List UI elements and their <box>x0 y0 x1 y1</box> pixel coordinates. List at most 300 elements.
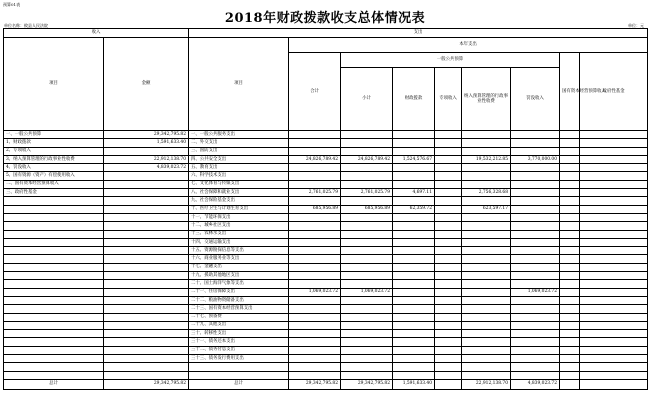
table-cell <box>341 355 393 363</box>
table-cell <box>511 213 560 221</box>
table-cell <box>560 313 580 321</box>
table-cell <box>393 222 435 230</box>
table-cell <box>289 213 341 221</box>
table-cell <box>435 346 462 354</box>
table-cell: 二十一、住房保障支出 <box>189 288 289 296</box>
table-cell <box>511 172 560 180</box>
table-row <box>4 272 648 280</box>
table-cell <box>435 296 462 304</box>
table-cell <box>393 313 435 321</box>
fiscal-appropriation-header: 财政拨款 <box>393 68 435 131</box>
table-cell <box>580 371 648 379</box>
table-cell: 十三、农林水支出 <box>189 230 289 238</box>
table-cell <box>4 313 104 321</box>
table-cell <box>104 305 189 313</box>
table-cell: 5、国有资源（资产）有偿使用收入 <box>4 172 104 180</box>
table-cell <box>4 272 104 280</box>
table-cell <box>104 255 189 263</box>
table-cell <box>104 330 189 338</box>
table-row <box>4 313 648 321</box>
special-income-header: 专项收入 <box>435 68 462 131</box>
table-cell <box>393 338 435 346</box>
table-cell <box>511 371 560 379</box>
table-cell <box>560 330 580 338</box>
table-cell: 十四、交通运输支出 <box>189 238 289 246</box>
table-cell <box>393 280 435 288</box>
table-cell: 二十七、预备费 <box>189 313 289 321</box>
table-cell <box>462 222 511 230</box>
table-cell <box>462 355 511 363</box>
table-cell <box>393 321 435 329</box>
total-cell: 总计 <box>4 379 104 389</box>
table-cell: 一、一般公共预算 <box>4 131 104 139</box>
table-cell <box>580 272 648 280</box>
table-cell <box>104 296 189 304</box>
table-cell <box>341 371 393 379</box>
table-cell <box>289 230 341 238</box>
table-cell <box>511 131 560 139</box>
table-cell <box>511 139 560 147</box>
table-cell <box>560 363 580 371</box>
admin-fee-header: 纳入预算管理的行政事业性收费 <box>462 68 511 131</box>
table-cell <box>580 263 648 271</box>
table-row <box>4 155 648 163</box>
table-cell <box>462 255 511 263</box>
table-cell: 二、国有资本经营预算收入 <box>4 180 104 188</box>
table-cell <box>560 338 580 346</box>
table-cell: 4,697.11 <box>393 189 435 197</box>
table-cell <box>393 296 435 304</box>
table-cell: 三十三、债务发行费用支出 <box>189 355 289 363</box>
table-cell <box>560 222 580 230</box>
table-cell <box>462 280 511 288</box>
table-cell <box>580 338 648 346</box>
table-cell <box>435 164 462 172</box>
table-cell <box>560 164 580 172</box>
table-cell: 五、教育支出 <box>189 164 289 172</box>
budget-table <box>3 28 648 390</box>
table-cell <box>393 363 435 371</box>
table-cell <box>462 288 511 296</box>
table-cell: 1、财政拨款 <box>4 139 104 147</box>
table-cell <box>511 255 560 263</box>
table-cell <box>580 213 648 221</box>
table-cell <box>560 155 580 163</box>
table-cell: 685,956.89 <box>341 205 393 213</box>
page-title: 2018年财政拨款收支总体情况表 <box>224 11 426 26</box>
table-cell <box>393 346 435 354</box>
table-cell: 三、政府性基金 <box>4 189 104 197</box>
table-cell: 685,956.89 <box>289 205 341 213</box>
table-cell: 4、罚没收入 <box>4 164 104 172</box>
table-cell <box>435 222 462 230</box>
table-cell <box>462 230 511 238</box>
table-cell: 1,069,023.72 <box>341 288 393 296</box>
table-cell <box>341 222 393 230</box>
table-cell <box>435 272 462 280</box>
table-cell <box>462 296 511 304</box>
table-cell <box>4 330 104 338</box>
table-cell <box>289 313 341 321</box>
table-cell <box>560 346 580 354</box>
table-cell <box>104 288 189 296</box>
table-cell <box>462 238 511 246</box>
table-cell <box>393 355 435 363</box>
table-cell <box>511 346 560 354</box>
table-cell <box>104 172 189 180</box>
table-cell <box>560 263 580 271</box>
table-cell <box>104 197 189 205</box>
table-cell <box>462 305 511 313</box>
total-cell: 22,912,138.70 <box>462 379 511 389</box>
table-cell <box>289 263 341 271</box>
table-cell <box>462 172 511 180</box>
table-cell <box>289 330 341 338</box>
table-cell <box>580 280 648 288</box>
table-cell <box>580 313 648 321</box>
table-cell <box>462 197 511 205</box>
table-cell <box>4 255 104 263</box>
table-cell <box>580 296 648 304</box>
table-cell: 24,826,789.42 <box>289 155 341 163</box>
table-cell <box>104 222 189 230</box>
table-cell <box>393 305 435 313</box>
table-cell <box>435 355 462 363</box>
expense-header: 支出 <box>189 29 648 38</box>
table-cell <box>580 222 648 230</box>
table-cell <box>560 131 580 139</box>
table-cell: 九、社会保险基金支出 <box>189 197 289 205</box>
table-cell <box>4 346 104 354</box>
table-row <box>4 321 648 329</box>
table-row <box>4 371 648 379</box>
table-cell <box>4 230 104 238</box>
table-cell <box>580 164 648 172</box>
total-header: 合计 <box>289 53 341 131</box>
table-cell <box>4 280 104 288</box>
table-cell <box>462 147 511 155</box>
table-cell <box>560 205 580 213</box>
table-cell <box>341 172 393 180</box>
table-cell: 二、外交支出 <box>189 139 289 147</box>
table-cell <box>435 313 462 321</box>
table-cell <box>289 147 341 155</box>
table-cell: 29,342,795.82 <box>104 131 189 139</box>
table-cell <box>289 139 341 147</box>
table-cell <box>580 205 648 213</box>
table-cell <box>560 197 580 205</box>
table-cell <box>341 180 393 188</box>
table-cell <box>289 222 341 230</box>
table-cell <box>289 371 341 379</box>
table-cell <box>189 371 289 379</box>
table-cell <box>511 147 560 155</box>
table-cell: 三十一、债务还本支出 <box>189 338 289 346</box>
table-cell <box>462 213 511 221</box>
table-cell <box>289 180 341 188</box>
table-cell: 三十二、债务付息支出 <box>189 346 289 354</box>
table-cell <box>341 305 393 313</box>
table-cell: 3,770,000.00 <box>511 155 560 163</box>
table-cell <box>511 296 560 304</box>
table-cell <box>511 321 560 329</box>
table-cell: 十九、援助其他地区支出 <box>189 272 289 280</box>
table-cell <box>580 247 648 255</box>
table-cell <box>511 338 560 346</box>
table-cell <box>560 139 580 147</box>
total-cell: 1,591,633.40 <box>393 379 435 389</box>
table-cell <box>462 180 511 188</box>
table-cell <box>560 272 580 280</box>
state-capital-header: 国有资本经营预算收入 <box>560 53 580 131</box>
table-cell <box>511 272 560 280</box>
table-cell <box>580 230 648 238</box>
table-cell <box>341 313 393 321</box>
table-cell <box>511 363 560 371</box>
table-cell <box>4 213 104 221</box>
table-cell <box>511 355 560 363</box>
table-cell <box>393 164 435 172</box>
table-cell <box>104 213 189 221</box>
table-row <box>4 197 648 205</box>
table-cell <box>341 131 393 139</box>
table-cell <box>341 338 393 346</box>
table-cell <box>4 247 104 255</box>
table-cell: 1,524,576.67 <box>393 155 435 163</box>
table-cell <box>393 197 435 205</box>
table-cell <box>462 363 511 371</box>
table-cell <box>289 346 341 354</box>
table-cell: 八、社会保障和就业支出 <box>189 189 289 197</box>
table-cell <box>560 355 580 363</box>
table-cell <box>511 330 560 338</box>
table-cell <box>560 321 580 329</box>
expense-item-header: 项目 <box>189 38 289 131</box>
table-cell <box>393 139 435 147</box>
table-cell <box>511 280 560 288</box>
table-cell <box>580 305 648 313</box>
table-cell <box>462 263 511 271</box>
table-row <box>4 288 648 296</box>
table-cell <box>341 164 393 172</box>
table-cell <box>393 255 435 263</box>
table-cell <box>104 205 189 213</box>
table-cell <box>4 263 104 271</box>
table-cell <box>435 230 462 238</box>
table-cell <box>462 247 511 255</box>
table-cell <box>560 296 580 304</box>
table-cell: 十五、资源勘探信息等支出 <box>189 247 289 255</box>
table-cell: 三、国防支出 <box>189 147 289 155</box>
table-row <box>4 222 648 230</box>
table-cell <box>393 371 435 379</box>
table-row <box>4 330 648 338</box>
table-cell <box>104 180 189 188</box>
table-cell <box>580 355 648 363</box>
table-row <box>4 338 648 346</box>
table-cell <box>435 305 462 313</box>
table-cell: 22,912,138.70 <box>104 155 189 163</box>
table-cell <box>560 280 580 288</box>
table-cell <box>341 321 393 329</box>
table-cell <box>4 338 104 346</box>
table-row <box>4 172 648 180</box>
table-cell <box>580 321 648 329</box>
table-cell: 二十、国土海洋气象等支出 <box>189 280 289 288</box>
table-cell <box>435 371 462 379</box>
table-cell <box>104 247 189 255</box>
table-row <box>4 305 648 313</box>
table-cell: 七、文化体育与传媒支出 <box>189 180 289 188</box>
table-row <box>4 205 648 213</box>
table-row <box>4 355 648 363</box>
table-cell: 二十二、粮油物资储备支出 <box>189 296 289 304</box>
table-cell <box>435 363 462 371</box>
table-cell <box>580 238 648 246</box>
table-cell <box>560 147 580 155</box>
table-cell <box>393 247 435 255</box>
table-cell: 1,591,633.40 <box>104 139 189 147</box>
table-row <box>4 238 648 246</box>
unit-name: 单位名称：攸县人民法院 <box>4 23 48 28</box>
table-cell <box>435 180 462 188</box>
table-row <box>4 131 648 139</box>
table-cell <box>341 139 393 147</box>
total-cell: 4,839,023.72 <box>511 379 560 389</box>
table-cell <box>435 172 462 180</box>
table-cell <box>341 346 393 354</box>
total-cell <box>560 379 580 389</box>
table-cell <box>462 330 511 338</box>
table-cell <box>462 131 511 139</box>
table-row <box>4 280 648 288</box>
table-cell: 62,359.72 <box>393 205 435 213</box>
table-cell <box>393 330 435 338</box>
table-cell <box>4 288 104 296</box>
table-cell <box>560 247 580 255</box>
general-budget-header: 一般公共预算 <box>341 53 560 68</box>
table-cell <box>560 238 580 246</box>
table-cell <box>560 172 580 180</box>
table-cell: 24,826,789.42 <box>341 155 393 163</box>
table-cell <box>104 346 189 354</box>
table-cell <box>580 189 648 197</box>
table-cell <box>104 238 189 246</box>
table-cell <box>289 321 341 329</box>
table-cell <box>435 321 462 329</box>
table-row <box>4 263 648 271</box>
table-cell: 4,839,023.72 <box>104 164 189 172</box>
table-cell <box>435 255 462 263</box>
table-cell <box>511 313 560 321</box>
table-cell <box>580 255 648 263</box>
table-cell: 十一、节能环保支出 <box>189 213 289 221</box>
table-cell <box>289 131 341 139</box>
table-cell <box>511 180 560 188</box>
table-cell <box>511 263 560 271</box>
table-cell <box>4 296 104 304</box>
table-cell <box>289 363 341 371</box>
table-cell <box>580 180 648 188</box>
table-cell: 三十、转移性支出 <box>189 330 289 338</box>
table-cell <box>4 305 104 313</box>
table-cell <box>580 131 648 139</box>
table-cell: 1,069,023.72 <box>289 288 341 296</box>
table-cell <box>289 255 341 263</box>
table-cell <box>341 296 393 304</box>
penalty-header: 罚没收入 <box>511 68 560 131</box>
table-cell <box>104 338 189 346</box>
table-cell <box>435 139 462 147</box>
current-year-header: 本年支出 <box>289 38 648 53</box>
table-cell <box>580 346 648 354</box>
table-cell: 2,761,025.79 <box>341 189 393 197</box>
table-cell <box>560 189 580 197</box>
table-row <box>4 180 648 188</box>
table-cell <box>104 230 189 238</box>
table-cell <box>435 197 462 205</box>
table-cell: 19,532,212.85 <box>462 155 511 163</box>
table-cell: 623,597.17 <box>462 205 511 213</box>
table-cell <box>289 272 341 280</box>
table-body <box>4 131 648 390</box>
table-cell <box>393 172 435 180</box>
table-cell <box>104 280 189 288</box>
table-cell <box>289 355 341 363</box>
table-row <box>4 363 648 371</box>
table-cell <box>341 263 393 271</box>
table-cell <box>341 238 393 246</box>
table-cell <box>341 213 393 221</box>
table-row <box>4 255 648 263</box>
table-cell <box>580 363 648 371</box>
income-header: 收入 <box>4 29 189 38</box>
total-cell: 29,342,795.82 <box>289 379 341 389</box>
table-cell <box>580 172 648 180</box>
table-cell <box>435 213 462 221</box>
table-cell <box>462 164 511 172</box>
table-cell <box>289 247 341 255</box>
table-cell <box>511 222 560 230</box>
table-cell <box>341 147 393 155</box>
income-item-header: 项目 <box>4 38 104 131</box>
table-cell <box>560 180 580 188</box>
table-row <box>4 164 648 172</box>
table-cell <box>560 213 580 221</box>
table-cell <box>393 213 435 221</box>
table-cell: 十、医疗卫生与计划生育支出 <box>189 205 289 213</box>
table-cell: 六、科学技术支出 <box>189 172 289 180</box>
table-cell <box>393 230 435 238</box>
table-cell <box>393 180 435 188</box>
table-cell <box>341 247 393 255</box>
table-cell <box>462 371 511 379</box>
table-cell <box>4 355 104 363</box>
currency-unit: 单位：元 <box>628 23 644 28</box>
table-cell: 十六、商业服务业等支出 <box>189 255 289 263</box>
total-cell: 29,342,795.82 <box>341 379 393 389</box>
table-cell <box>4 197 104 205</box>
table-cell <box>462 338 511 346</box>
total-cell: 总计 <box>189 379 289 389</box>
table-cell <box>104 321 189 329</box>
table-cell <box>511 230 560 238</box>
table-cell <box>511 238 560 246</box>
table-cell <box>560 255 580 263</box>
gov-fund-header: 政府性基金 <box>580 53 648 131</box>
table-cell: 2、专项收入 <box>4 147 104 155</box>
table-cell <box>289 164 341 172</box>
